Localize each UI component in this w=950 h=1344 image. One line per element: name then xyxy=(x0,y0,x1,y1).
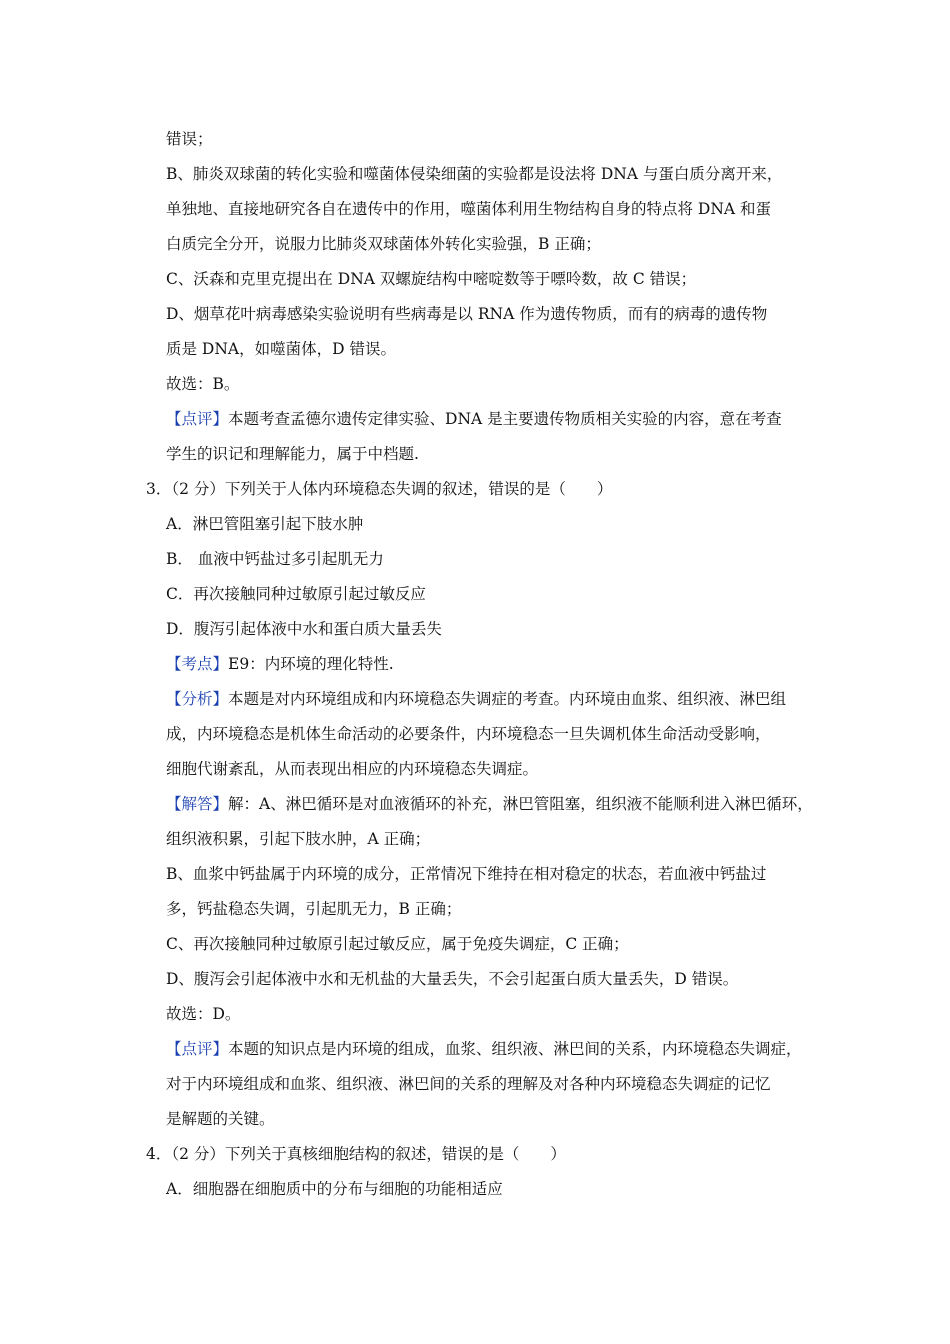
q3-fenxi-line-1 xyxy=(166,688,786,710)
q3-comment-line-1 xyxy=(166,1038,802,1060)
q2-answer-line-4: 白质完全分开，说服力比肺炎双球菌体外转化实验强，B 正确； xyxy=(166,235,601,253)
q2-answer-line-6: D、烟草花叶病毒感染实验说明有些病毒是以 RNA 作为遗传物质，而有的病毒的遗传物 xyxy=(166,305,768,323)
q3-option-c: C．再次接触同种过敏原引起过敏反应 xyxy=(166,585,426,603)
q3-answer-choice: 故选：D。 xyxy=(166,1005,241,1023)
q3-jieda-line-4: 多，钙盐稳态失调，引起肌无力，B 正确； xyxy=(166,900,462,918)
q2-answer-line-1: 错误； xyxy=(166,130,213,148)
q3-stem: 3．（2 分）下列关于人体内环境稳态失调的叙述，错误的是（ ） xyxy=(146,480,613,498)
q2-comment-line-2: 学生的识记和理解能力，属于中档题. xyxy=(166,445,419,463)
q3-comment-line-2: 对于内环境组成和血浆、组织液、淋巴间的关系的理解及对各种内环境稳态失调症的记忆 xyxy=(166,1075,771,1093)
comment-text: 本题考查孟德尔遗传定律实验、DNA 是主要遗传物质相关实验的内容，意在考查 xyxy=(228,410,782,428)
fenxi-text: 本题是对内环境组成和内环境稳态失调症的考查。内环境由血浆、组织液、淋巴组 xyxy=(228,690,787,708)
q2-answer-line-5: C、沃森和克里克提出在 DNA 双螺旋结构中嘧啶数等于嘌呤数，故 C 错误； xyxy=(166,270,697,288)
jieda-text: 解：A、淋巴循环是对血液循环的补充，淋巴管阻塞，组织液不能顺利进入淋巴循环， xyxy=(228,795,813,813)
kaodian-tag: 【考点】 xyxy=(166,655,229,673)
q3-jieda-line-1 xyxy=(166,793,813,815)
q2-answer-line-2: B、肺炎双球菌的转化实验和噬菌体侵染细菌的实验都是设法将 DNA 与蛋白质分离开来， xyxy=(166,165,783,183)
comment-tag: 【点评】 xyxy=(166,1040,229,1058)
q3-option-b: B． 血液中钙盐过多引起肌无力 xyxy=(166,550,384,568)
jieda-tag: 【解答】 xyxy=(166,795,229,813)
q4-option-a: A．细胞器在细胞质中的分布与细胞的功能相适应 xyxy=(166,1180,503,1198)
q3-jieda-line-2: 组织液积累，引起下肢水肿，A 正确； xyxy=(166,830,431,848)
comment-tag: 【点评】 xyxy=(166,410,229,428)
q3-jieda-line-5: C、再次接触同种过敏原引起过敏反应，属于免疫失调症，C 正确； xyxy=(166,935,629,953)
q3-option-a: A．淋巴管阻塞引起下肢水肿 xyxy=(166,515,364,533)
comment-text: 本题的知识点是内环境的组成，血浆、组织液、淋巴间的关系，内环境稳态失调症， xyxy=(228,1040,802,1058)
q3-jieda-line-6: D、腹泻会引起体液中水和无机盐的大量丢失，不会引起蛋白质大量丢失，D 错误。 xyxy=(166,970,739,988)
q2-answer-line-3: 单独地、直接地研究各自在遗传中的作用，噬菌体利用生物结构自身的特点将 DNA 和蛋 xyxy=(166,200,772,218)
q4-stem: 4．（2 分）下列关于真核细胞结构的叙述，错误的是（ ） xyxy=(146,1145,566,1163)
q3-fenxi-line-2: 成，内环境稳态是机体生命活动的必要条件，内环境稳态一旦失调机体生命活动受影响， xyxy=(166,725,771,743)
q2-comment-line-1 xyxy=(166,408,782,430)
q3-comment-line-3: 是解题的关键。 xyxy=(166,1110,275,1128)
fenxi-tag: 【分析】 xyxy=(166,690,229,708)
q2-answer-choice: 故选：B。 xyxy=(166,375,240,393)
q2-answer-line-7: 质是 DNA，如噬菌体，D 错误。 xyxy=(166,340,396,358)
q3-jieda-line-3: B、血浆中钙盐属于内环境的成分，正常情况下维持在相对稳定的状态，若血液中钙盐过 xyxy=(166,865,767,883)
kaodian-text: E9：内环境的理化特性. xyxy=(228,655,394,673)
q3-kaodian xyxy=(166,653,394,675)
q3-option-d: D．腹泻引起体液中水和蛋白质大量丢失 xyxy=(166,620,442,638)
q3-fenxi-line-3: 细胞代谢紊乱，从而表现出相应的内环境稳态失调症。 xyxy=(166,760,539,778)
